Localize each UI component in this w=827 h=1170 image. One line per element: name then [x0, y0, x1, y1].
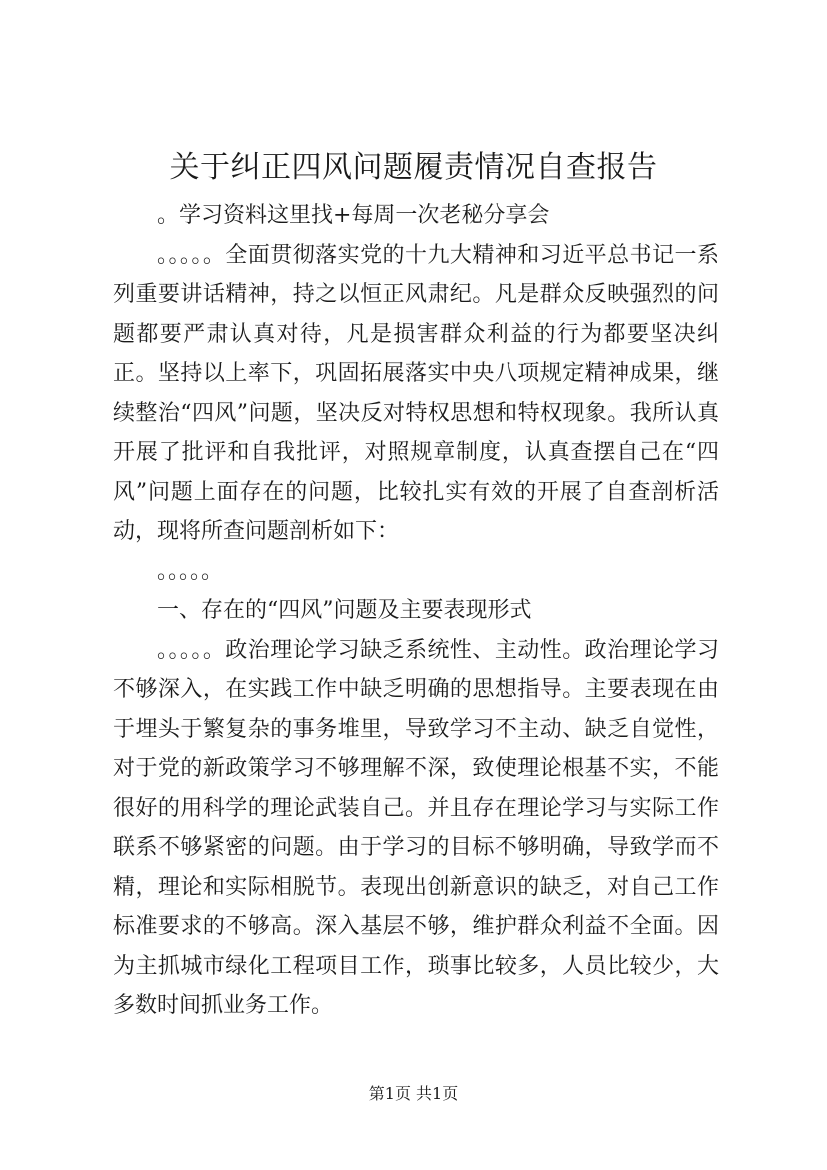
paragraph-section-1-body: 。。。。。政治理论学习缺乏系统性、主动性。政治理论学习不够深入，在实践工作中缺乏明确的思想指导。主要表现在由于埋头于繁复杂的事务堆里，导致学习不主动、缺乏自觉性，对于党的新政策学习不够理解不深，致使理论根基不实，不能很好的用科学的理论武装自己。并且存在理论学习与实际工作联系不够紧密的问题。由于学习的目标不够明确，导致学而不精，理论和实际相脱节。表现出创新意识的缺乏，对自己工作标准要求的不够高。深入基层不够，维护群众利益不全面。因为主抓城市绿化工程项目工作，琐事比较多，人员比较少，大多数时间抓业务工作。 — [113, 637, 719, 1018]
document-body — [113, 196, 719, 1026]
paragraph-opening: 。。。。。全面贯彻落实党的十九大精神和习近平总书记一系列重要讲话精神，持之以恒正风肃纪。凡是群众反映强烈的问题都要严肃认真对待，凡是损害群众利益的行为都要坚决纠正。坚持以上率下，巩固拓展落实中央八项规定精神成果，继续整治“四风”问题，坚决反对特权思想和特权现象。我所认真开展了批评和自我批评，对照规章制度，认真查摆自己在“四风”问题上面存在的问题，比较扎实有效的开展了自查剖析活动，现将所查问题剖析如下： — [113, 242, 719, 544]
page-number-footer: 第1页 共1页 — [368, 1084, 459, 1103]
paragraph-intro-note: 。学习资料这里找+每周一次老秘分享会 — [157, 203, 550, 228]
paragraph-separator: 。。。。。 — [157, 558, 224, 584]
section-heading-1: 一、存在的“四风”问题及主要表现形式 — [157, 598, 532, 623]
document-title: 关于纠正四风问题履责情况自查报告 — [169, 150, 658, 185]
